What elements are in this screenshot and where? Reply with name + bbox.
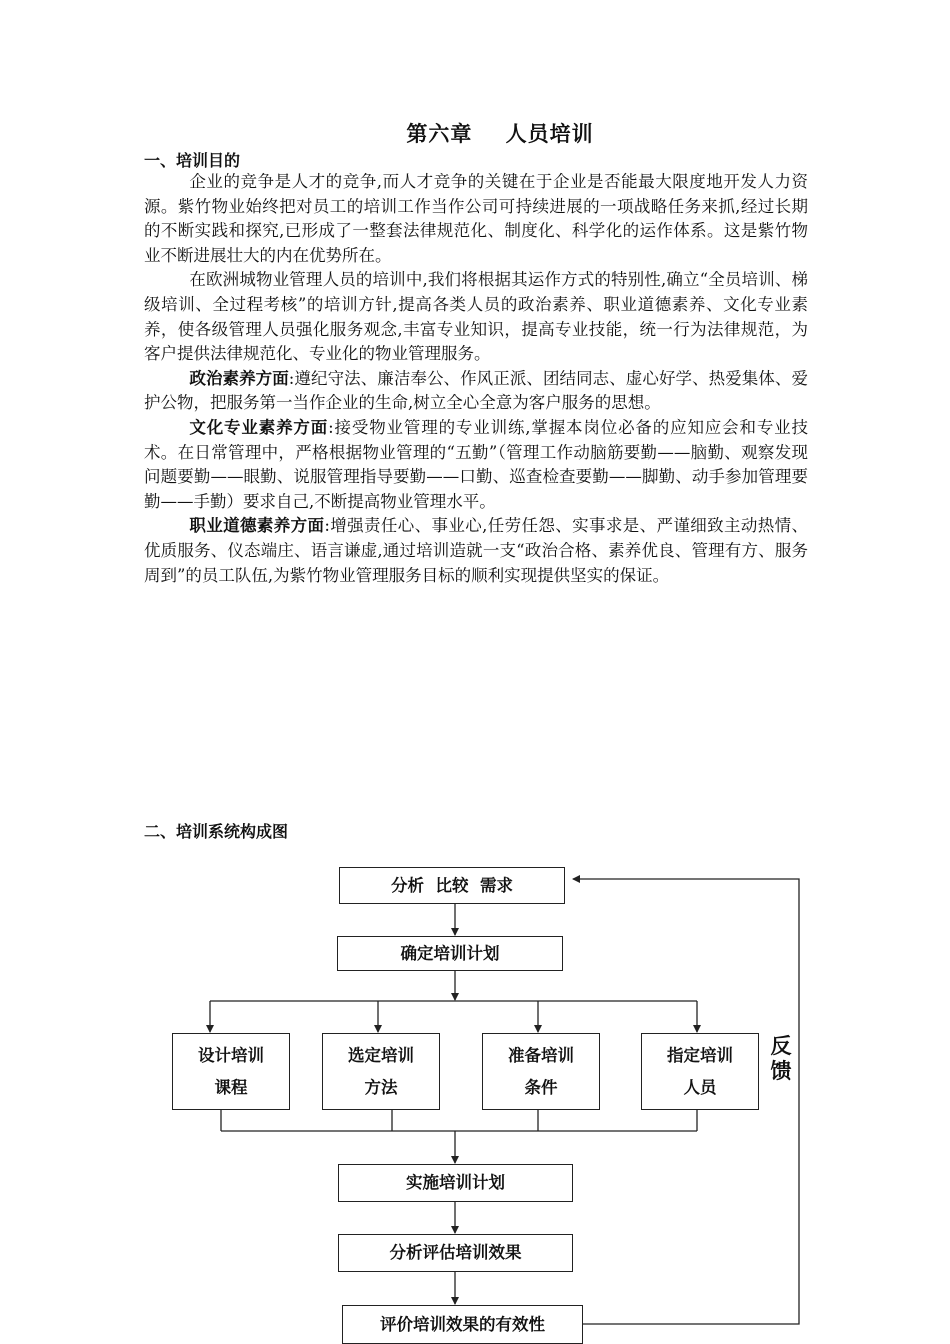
box-analyze-compare-demand: 分析 比较 需求 — [339, 867, 565, 904]
paragraph-lead: 政治素养方面 — [189, 368, 289, 388]
paragraph-text: 企业的竞争是人才的竞争,而人才竞争的关键在于企业是否能最大限度地开发人力资源。紫竹物业始终把对员工的培训工作当作公司可持续进展的一项战略任务来抓,经过长期的不断实践和探究,已形成了一整套法律规范化、制度化、科学化的运作体系。这是紫竹物业不断进展壮大的内在优势所在。 — [144, 172, 808, 265]
paragraph-text: 在欧洲城物业管理人员的培训中,我们将根据其运作方式的特别性,确立“全员培训、梯级培训、全过程考核”的培训方针,提高各类人员的政治素养、职业道德素养、文化专业素养，使各级管理人员强化服务观念,丰富专业知识，提高专业技能，统一行为法律规范，为客户提供法律规范化、专业化的物业管理服务。 — [144, 270, 808, 364]
box-implement-plan: 实施培训计划 — [338, 1164, 573, 1202]
box-design-course: 设计培训 课程 — [172, 1033, 290, 1110]
box-analyze-evaluate: 分析评估培训效果 — [338, 1234, 573, 1272]
paragraph-text: :接受物业管理的专业训练,掌握本岗位必备的应知应会和专业技术。在日常管理中，严格根据物业管理的“五勤”（管理工作动脑筋要勤——脑勤、观察发现问题要勤——眼勤、说服管理指导要勤——口勤、巡查检查要勤——脚勤、动手参加管理要勤——手勤）要求自己,不断提高物业管理水平。 — [144, 417, 809, 511]
section-heading-purpose: 一、培训目的 — [144, 151, 241, 170]
paragraph-lead: 文化专业素养方面 — [189, 417, 329, 437]
feedback-label: 反 馈 — [770, 1034, 792, 1083]
paragraph-text: :遵纪守法、廉洁奉公、作风正派、团结同志、虚心好学、热爱集体、爱护公物，把服务第一当作企业的生命,树立全心全意为客户服务的思想。 — [144, 368, 809, 413]
page-title: 第六章 人员培训 — [406, 122, 594, 146]
box-evaluate-effectiveness: 评价培训效果的有效性 — [342, 1305, 583, 1344]
box-determine-plan: 确定培训计划 — [337, 936, 563, 971]
paragraph-lead: 职业道德素养方面 — [189, 516, 325, 536]
box-assign-personnel: 指定培训 人员 — [641, 1033, 759, 1110]
box-prepare-conditions: 准备培训 条件 — [482, 1033, 600, 1110]
paragraph-text: :增强责任心、事业心,任劳任怨、实事求是、严谨细致主动热情、优质服务、仪态端庄、语言谦虚,通过培训造就一支“政治合格、素养优良、管理有方、服务周到”的员工队伍,为紫竹物业管理服务目标的顺利实现提供坚实的保证。 — [144, 516, 809, 585]
section-heading-system-diagram: 二、培训系统构成图 — [144, 822, 289, 841]
box-select-method: 选定培训 方法 — [322, 1033, 440, 1110]
